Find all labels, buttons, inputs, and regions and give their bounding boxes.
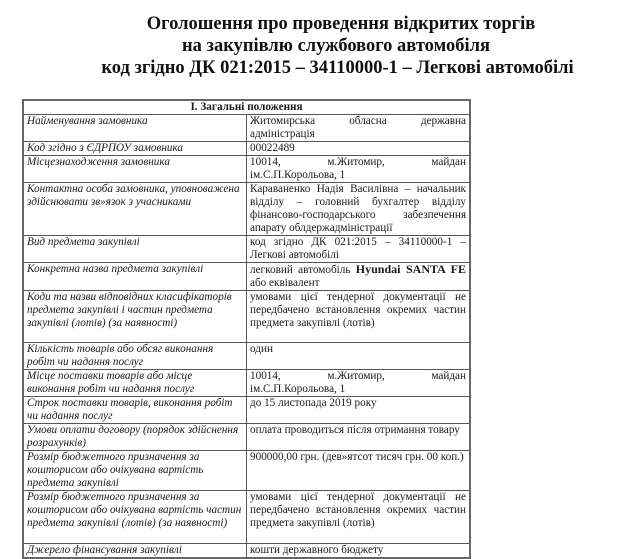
table-row: [23, 370, 470, 397]
table-row: [23, 142, 470, 156]
table-row: [23, 291, 470, 343]
row-value: код згідно ДК 021:2015 – 34110000-1 – Легкові автомобілі: [247, 236, 471, 263]
row-value: один: [247, 343, 471, 370]
section-heading-row: [23, 100, 470, 115]
table-row: [23, 397, 470, 424]
row-label: Місце поставки товарів або місце виконання робіт чи надання послуг: [23, 370, 247, 397]
row-label: Джерело фінансування закупівлі: [23, 544, 247, 559]
row-label: Строк поставки товарів, виконання робіт чи надання послуг: [23, 397, 247, 424]
row-value: 00022489: [247, 142, 471, 156]
row-value: умовами цієї тендерної документації не передбачено встановлення окремих частин предмета закупівлі (лотів): [247, 291, 471, 343]
row-label: Найменування замовника: [23, 115, 247, 142]
row-label: Умови оплати договору (порядок здійснення розрахунків): [23, 424, 247, 451]
table-row: [23, 343, 470, 370]
row-value: 10014, м.Житомир, майдан ім.С.П.Корольова, 1: [247, 156, 471, 183]
title-line-2: на закупівлю службового автомобіля: [182, 36, 490, 56]
table-row: [23, 491, 470, 544]
table-row: [23, 424, 470, 451]
row-label: Розмір бюджетного призначення за кошторисом або очікувана вартість предмета закупівлі: [23, 451, 247, 491]
row-value: [247, 263, 471, 291]
row-label: Місцезнаходження замовника: [23, 156, 247, 183]
row-value-suffix: або еквівалент: [250, 277, 320, 289]
row-label: Конкретна назва предмета закупівлі: [23, 263, 247, 291]
row-label: Кількість товарів або обсяг виконання робіт чи надання послуг: [23, 343, 247, 370]
row-value-prefix: легковий автомобіль: [250, 264, 356, 276]
row-label: Вид предмета закупівлі: [23, 236, 247, 263]
table-row: [23, 236, 470, 263]
table-row: [23, 115, 470, 142]
table-row: [23, 183, 470, 236]
row-label: Розмір бюджетного призначення за кошторисом або очікувана вартість частин предмета закупівлі (лотів) (за наявності): [23, 491, 247, 544]
row-value: Житомирська обласна державна адміністрація: [247, 115, 471, 142]
section-heading: I. Загальні положення: [23, 100, 470, 115]
row-label: Коди та назви відповідних класифікаторів предмета закупівлі і частин предмета закупівлі (лотів) (за наявності): [23, 291, 247, 343]
row-value: умовами цієї тендерної документації не передбачено встановлення окремих частин предмета закупівлі (лотів): [247, 491, 471, 544]
row-value: до 15 листопада 2019 року: [247, 397, 471, 424]
row-value: кошти державного бюджету: [247, 544, 471, 559]
table-row: [23, 544, 470, 559]
row-value: 10014, м.Житомир, майдан ім.С.П.Корольова, 1: [247, 370, 471, 397]
row-label: Контактна особа замовника, уповноважена здійснювати зв»язок з учасниками: [23, 183, 247, 236]
table-row: [23, 451, 470, 491]
title-line-1: Оголошення про проведення відкритих торгів: [146, 14, 536, 34]
document-title: [0, 13, 630, 79]
general-provisions-table: [22, 99, 471, 559]
row-label: Код згідно з ЄДРПОУ замовника: [23, 142, 247, 156]
car-model: Hyundai SANTA FE: [355, 262, 466, 276]
table-row: [23, 156, 470, 183]
row-value: оплата проводиться після отримання товару: [247, 424, 471, 451]
table-row: [23, 263, 470, 291]
title-line-3: код згідно ДК 021:2015 – 34110000-1 – Легкові автомобілі: [101, 58, 574, 78]
row-value: 900000,00 грн. (дев»ятсот тисяч грн. 00 коп.): [247, 451, 471, 491]
row-value: Караваненко Надія Василівна – начальник відділу – головний бухгалтер відділу фінансово-господарського забезпечення апарату облдержадміністрації: [247, 183, 471, 236]
